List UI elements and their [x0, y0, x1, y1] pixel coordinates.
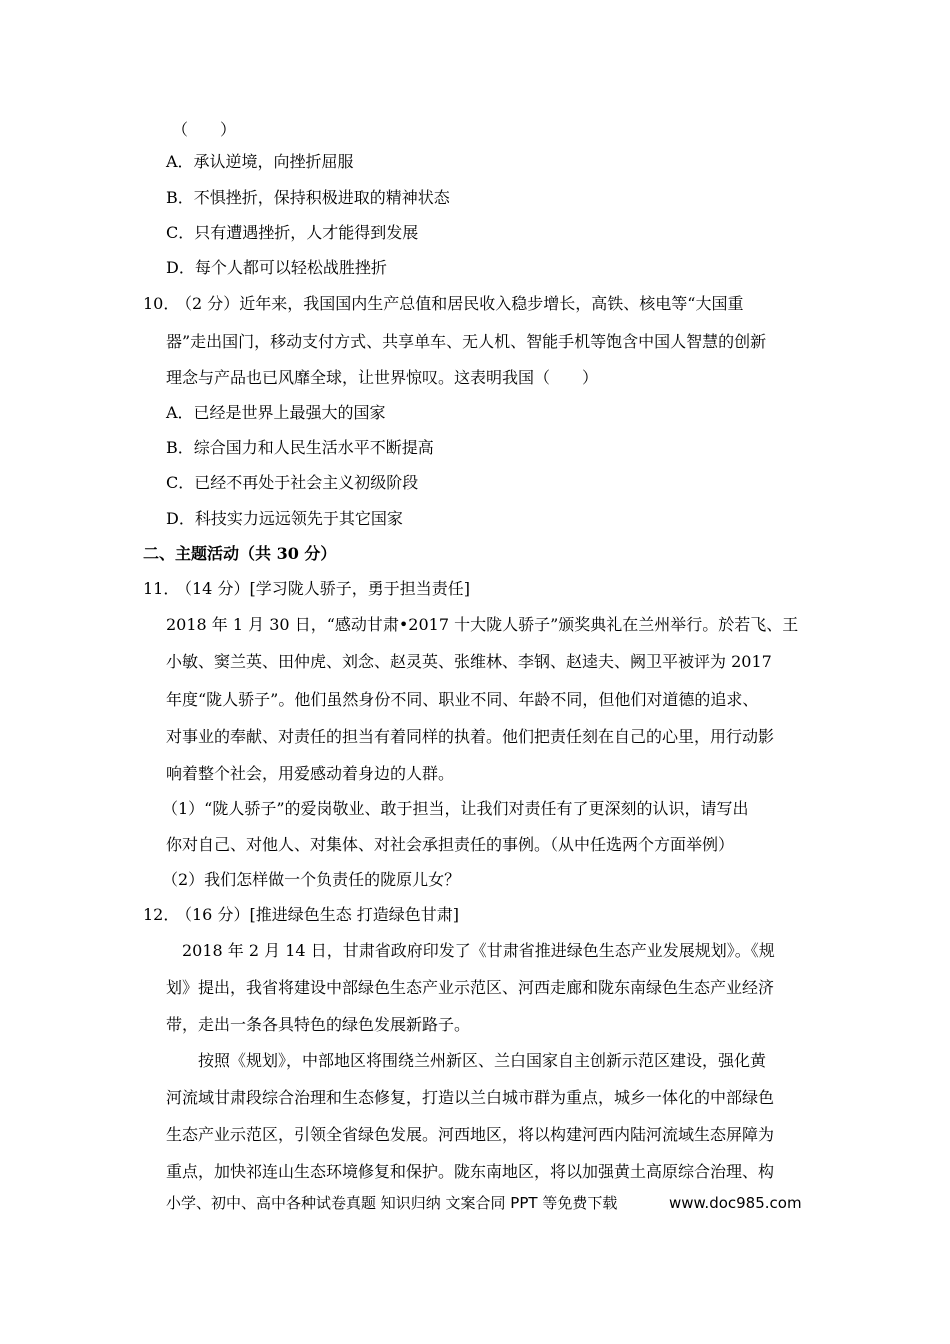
q11-number: 11． [143, 579, 180, 598]
q10-option-d: D．科技实力远远领先于其它国家 [166, 509, 403, 528]
q10-stem-line-1: （2 分）近年来，我国国内生产总值和居民收入稳步增长，高铁、核电等“大国重 [176, 294, 744, 313]
q12-paragraph2-line-4: 重点，加快祁连山生态环境修复和保护。陇东南地区，将以加强黄土高原综合治理、构 [166, 1162, 775, 1181]
q9-option-b: B．不惧挫折，保持积极进取的精神状态 [166, 188, 450, 207]
footer-site-link[interactable]: www.doc985.com [669, 1194, 802, 1212]
q10-option-a: A．已经是世界上最强大的国家 [166, 403, 386, 422]
q11-sub1-line-1: （1）“陇人骄子”的爱岗敬业、敢于担当，让我们对责任有了更深刻的认识，请写出 [162, 799, 749, 818]
q10-option-b: B．综合国力和人民生活水平不断提高 [166, 438, 434, 457]
q9-option-c: C．只有遭遇挫折，人才能得到发展 [166, 223, 419, 242]
q9-option-a: A．承认逆境，向挫折屈服 [166, 152, 354, 171]
section-heading: 二、主题活动（共 30 分） [143, 544, 337, 563]
q12-paragraph1-line-1: 2018 年 2 月 14 日，甘肃省政府印发了《甘肃省推进绿色生态产业发展规划》。《规 [182, 941, 775, 960]
q12-paragraph1-line-3: 带，走出一条各具特色的绿色发展新路子。 [166, 1015, 471, 1034]
footer-text: 小学、初中、高中各种试卷真题 知识归纳 文案合同 PPT 等免费下载 [166, 1194, 618, 1212]
q11-sub1-line-2: 你对自己、对他人、对集体、对社会承担责任的事例。（从中任选两个方面举例） [166, 835, 735, 854]
q10-stem-line-3: 理念与产品也已风靡全球，让世界惊叹。这表明我国（ ） [166, 368, 599, 387]
q11-paragraph-line-1: 2018 年 1 月 30 日，“感动甘肃•2017 十大陇人骄子”颁奖典礼在兰州举行。於若飞、王 [166, 615, 799, 634]
q9-answer-paren: （ ） [172, 120, 237, 139]
q11-paragraph-line-5: 响着整个社会，用爱感动着身边的人群。 [166, 764, 455, 783]
q12-paragraph2-line-2: 河流域甘肃段综合治理和生态修复，打造以兰白城市群为重点，城乡一体化的中部绿色 [166, 1088, 775, 1107]
q11-paragraph-line-3: 年度“陇人骄子”。他们虽然身份不同、职业不同、年龄不同，但他们对道德的追求、 [166, 690, 759, 709]
q11-title: （14 分）[学习陇人骄子，勇于担当责任] [176, 579, 470, 598]
q11-paragraph-line-2: 小敏、窦兰英、田仲虎、刘念、赵灵英、张维林、李钢、赵逵夫、阙卫平被评为 2017 [166, 652, 772, 671]
q12-paragraph1-line-2: 划》提出，我省将建设中部绿色生态产业示范区、河西走廊和陇东南绿色生态产业经济 [166, 978, 775, 997]
q12-title: （16 分）[推进绿色生态 打造绿色甘肃] [176, 905, 460, 924]
q10-stem-line-2: 器”走出国门，移动支付方式、共享单车、无人机、智能手机等饱含中国人智慧的创新 [166, 332, 767, 351]
q12-paragraph2-line-1: 按照《规划》，中部地区将围绕兰州新区、兰白国家自主创新示范区建设，强化黄 [198, 1051, 767, 1070]
q12-paragraph2-line-3: 生态产业示范区，引领全省绿色发展。河西地区，将以构建河西内陆河流域生态屏障为 [166, 1125, 775, 1144]
q12-number: 12． [143, 905, 180, 924]
q11-paragraph-line-4: 对事业的奉献、对责任的担当有着同样的执着。他们把责任刻在自己的心里，用行动影 [166, 727, 775, 746]
q11-sub2: （2）我们怎样做一个负责任的陇原儿女？ [162, 870, 461, 889]
q10-number: 10． [143, 294, 180, 313]
q10-option-c: C．已经不再处于社会主义初级阶段 [166, 473, 419, 492]
q9-option-d: D．每个人都可以轻松战胜挫折 [166, 258, 387, 277]
